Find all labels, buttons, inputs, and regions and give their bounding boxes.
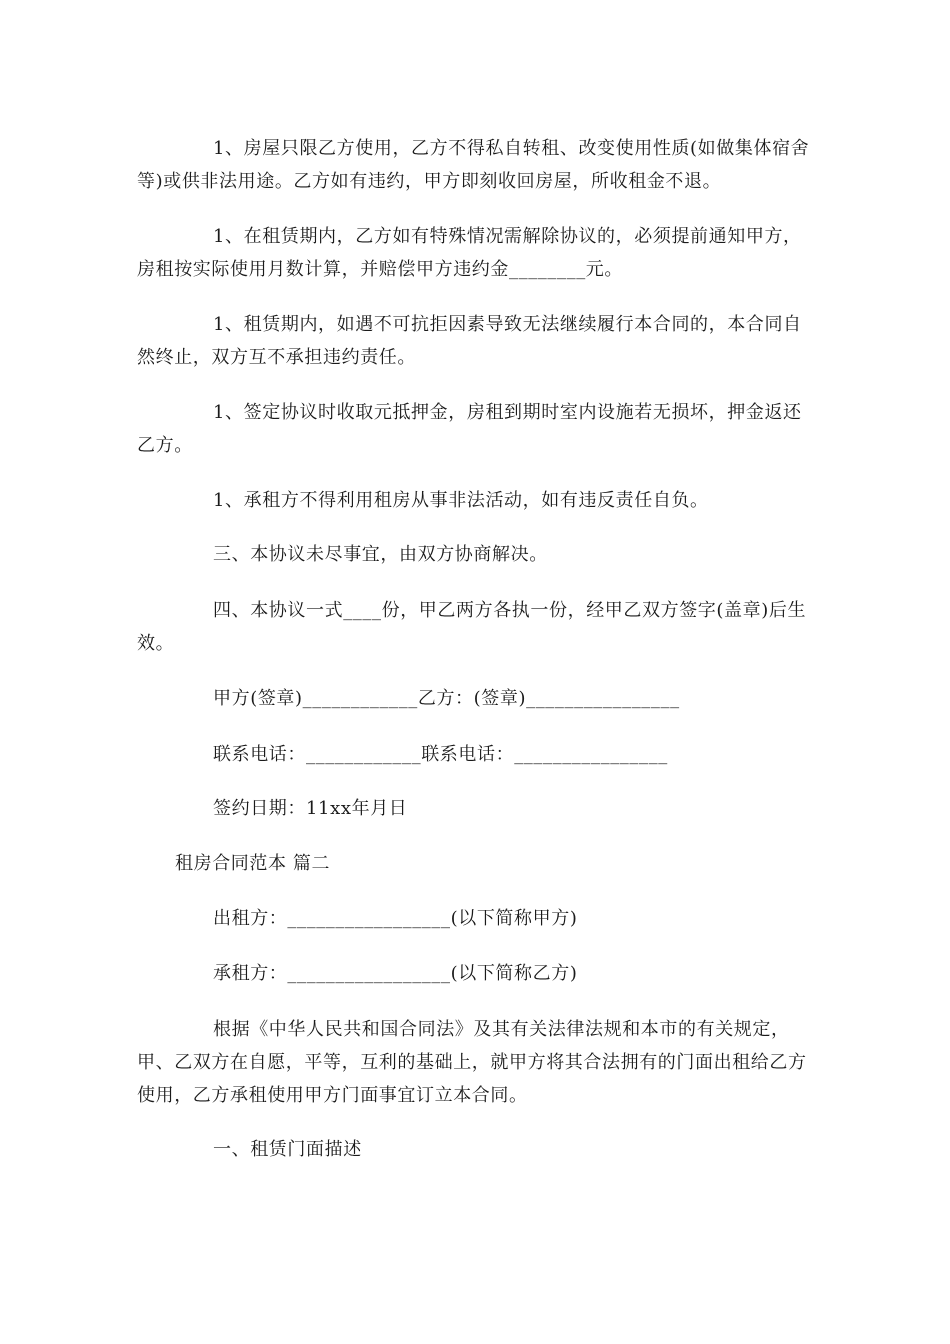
clause-force-majeure: 1、租赁期内，如遇不可抗拒因素导致无法继续履行本合同的，本合同自然终止，双方互不承担违约责任。 <box>137 314 802 368</box>
clause-early-termination: 1、在租赁期内，乙方如有特殊情况需解除协议的，必须提前通知甲方，房租按实际使用月数计算，并赔偿甲方违约金________元。 <box>137 226 802 280</box>
clause-copies: 四、本协议一式____份，甲乙两方各执一份，经甲乙双方签字(盖章)后生效。 <box>137 600 807 654</box>
clause-deposit: 1、签定协议时收取元抵押金，房租到期时室内设施若无损坏，押金返还乙方。 <box>137 402 802 456</box>
signature-date-line: 签约日期：11xx年月日 <box>213 798 408 819</box>
signature-party-line: 甲方(签章)____________乙方：(签章)________________ <box>213 688 680 709</box>
clause-illegal-activities: 1、承租方不得利用租房从事非法活动，如有违反责任自负。 <box>213 490 709 511</box>
signature-phone-line: 联系电话：____________联系电话：________________ <box>213 744 668 765</box>
lessee-line: 承租方：_________________(以下简称乙方) <box>213 963 578 984</box>
section-title: 租房合同范本 篇二 <box>175 853 331 874</box>
section-heading-storefront: 一、租赁门面描述 <box>213 1139 362 1160</box>
clause-use-restriction: 1、房屋只限乙方使用，乙方不得私自转租、改变使用性质(如做集体宿舍等)或供非法用途。乙方如有违约，甲方即刻收回房屋，所收租金不退。 <box>137 138 810 192</box>
lessor-line: 出租方：_________________(以下简称甲方) <box>213 908 578 929</box>
clause-unresolved-matters: 三、本协议未尽事宜，由双方协商解决。 <box>213 544 548 565</box>
contract-intro: 根据《中华人民共和国合同法》及其有关法律法规和本市的有关规定，甲、乙双方在自愿，平等，互利的基础上，就甲方将其合法拥有的门面出租给乙方使用，乙方承租使用甲方门面事宜订立本合同。 <box>137 1019 807 1106</box>
